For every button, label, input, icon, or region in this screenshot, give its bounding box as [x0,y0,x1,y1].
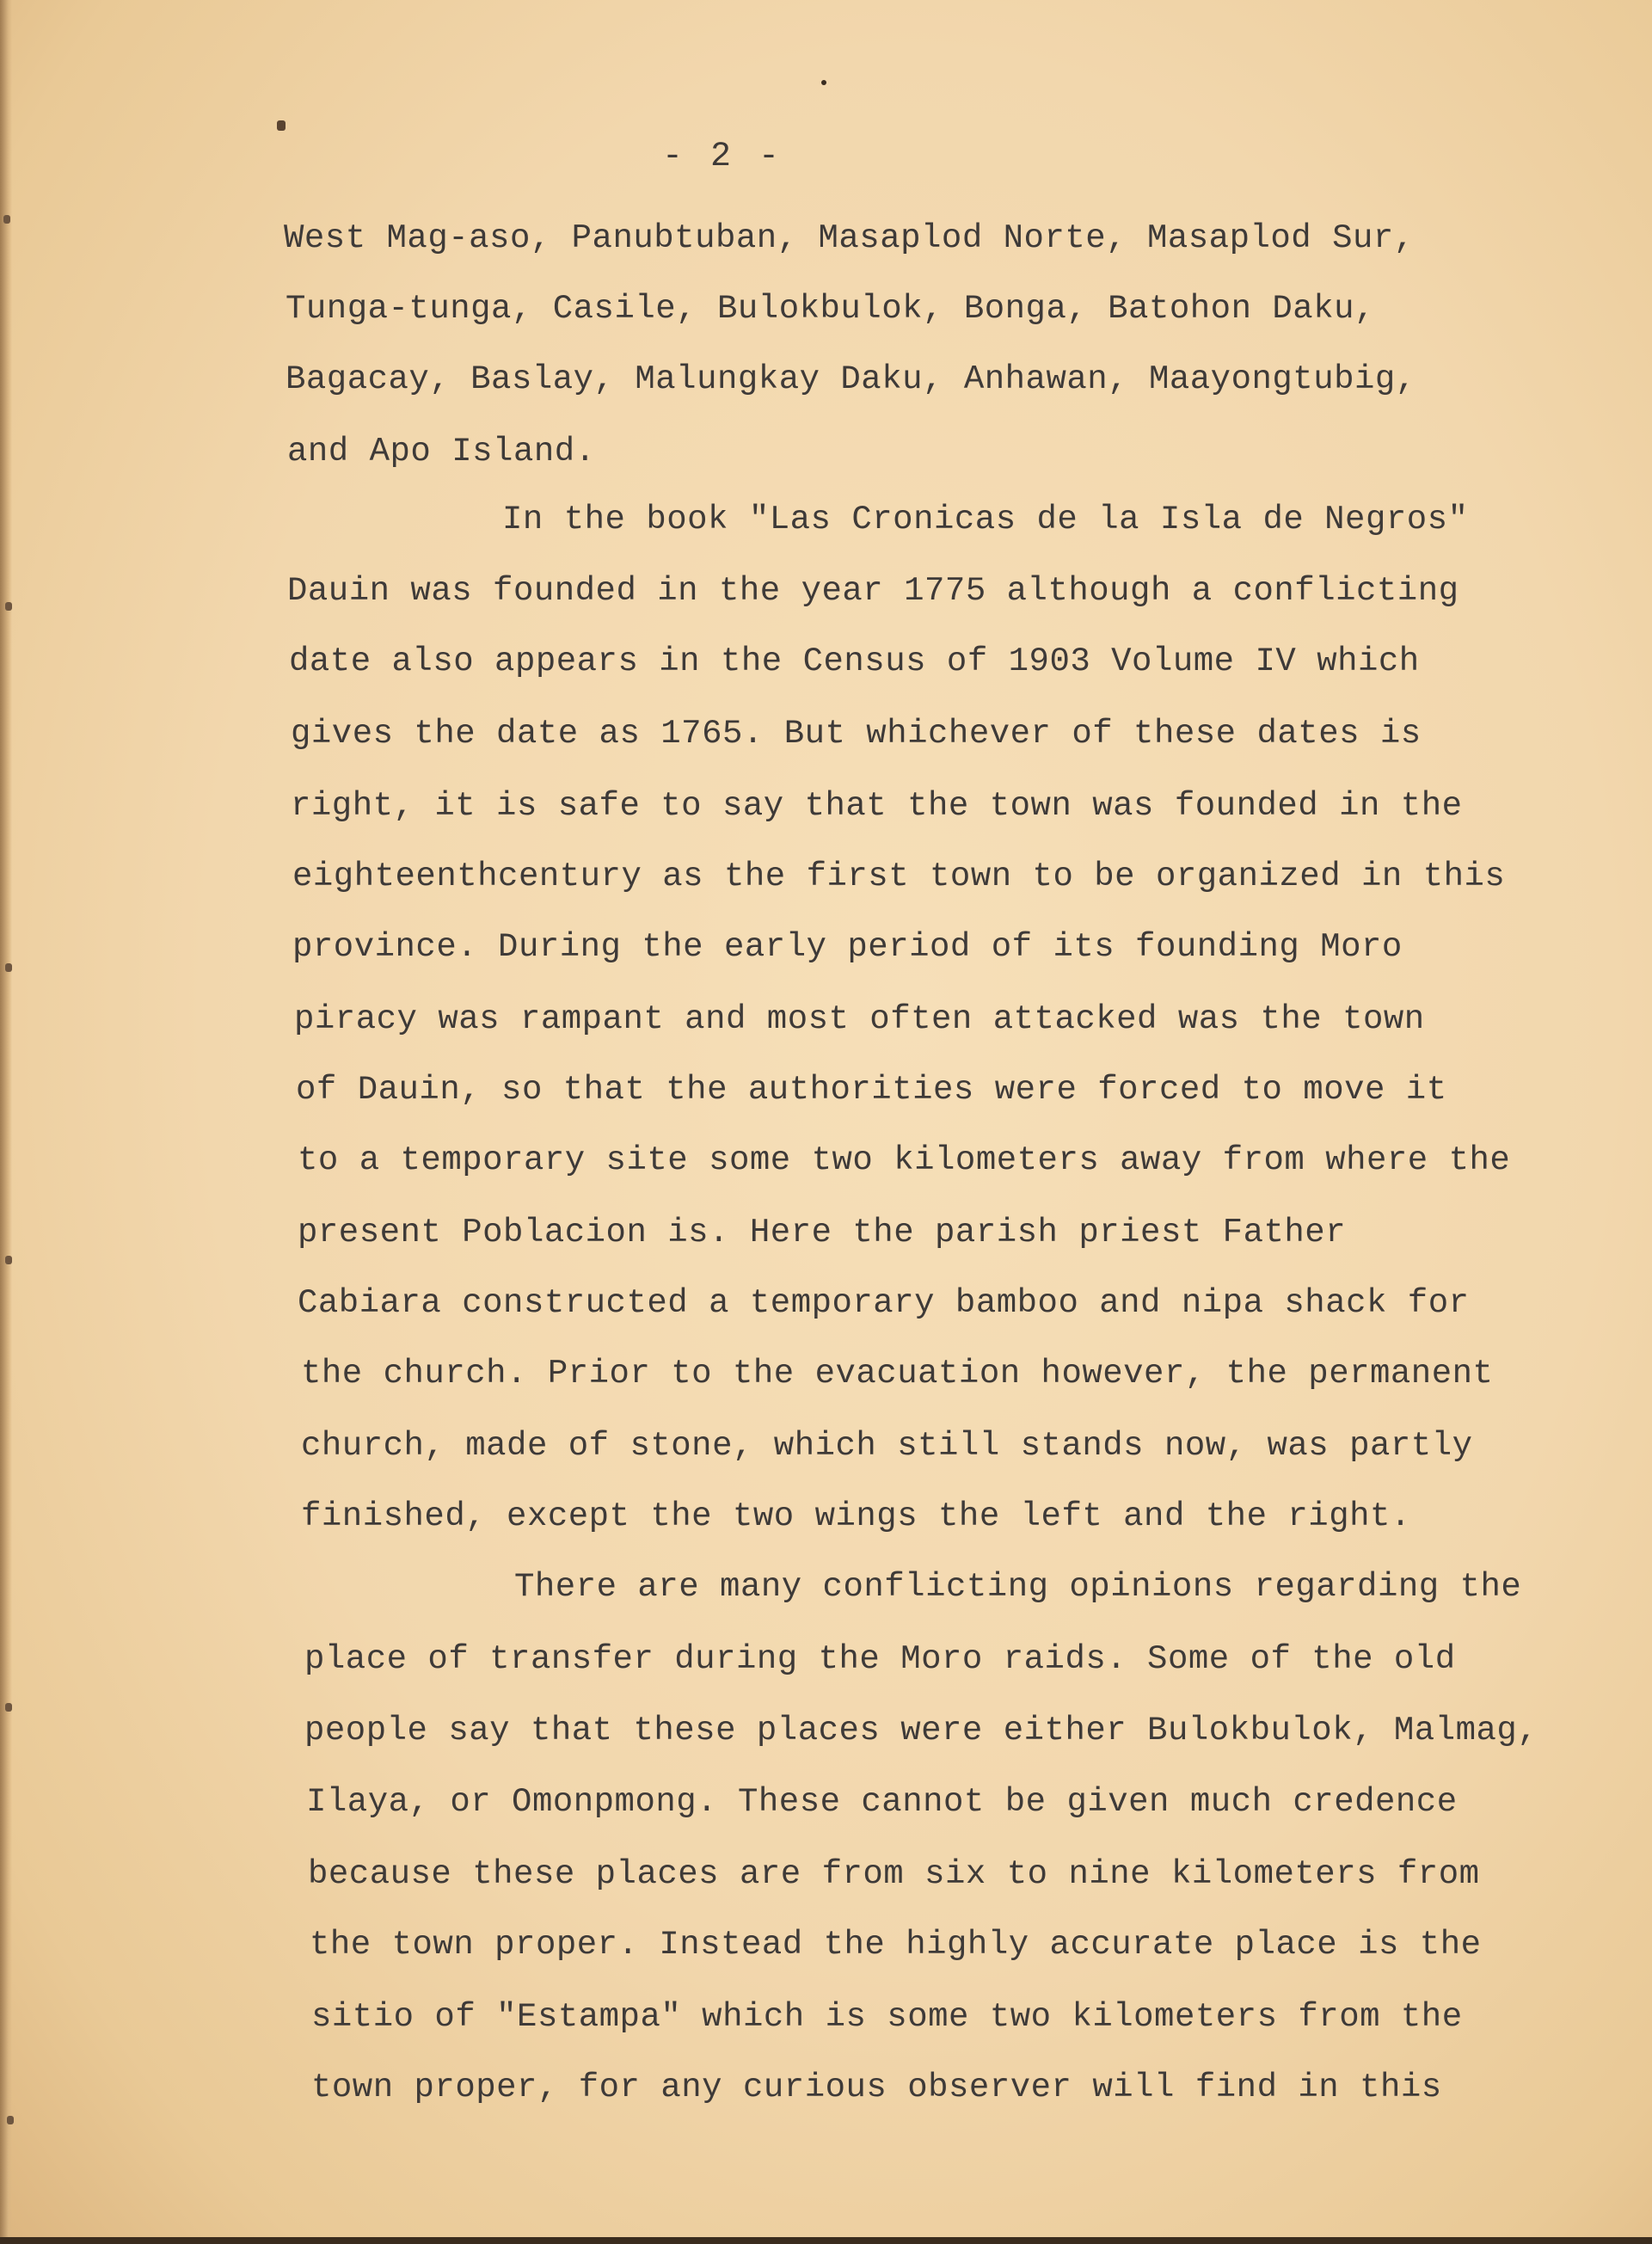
text-line: Cabiara constructed a temporary bamboo and nipa shack for [298,1284,1470,1322]
text-line: people say that these places were either Bulokbulok, Malmag, [304,1712,1538,1749]
text-line: place of transfer during the Moro raids. Some of the old [304,1640,1456,1678]
text-line: the town proper. Instead the highly accurate place is the [310,1926,1482,1964]
text-line: There are many conflicting opinions regarding the [514,1568,1522,1606]
text-line: Dauin was founded in the year 1775 although a conflicting [287,572,1459,610]
punch-mark [5,1703,12,1712]
text-line: Ilaya, or Omonpmong. These cannot be given much credence [306,1783,1458,1821]
page-number: - 2 - [662,138,783,176]
punch-mark [5,602,12,611]
text-line: to a temporary site some two kilometers away from where the [298,1141,1511,1179]
text-line: sitio of "Estampa" which is some two kilometers from the [311,1998,1463,2036]
text-line: eighteenthcentury as the first town to be organized in this [292,858,1506,895]
text-line: because these places are from six to nine kilometers from [308,1855,1480,1893]
punch-mark [5,963,12,972]
text-line: present Poblacion is. Here the parish priest Father [298,1214,1347,1251]
text-line: Bagacay, Baslay, Malungkay Daku, Anhawan, Maayongtubig, [286,360,1416,398]
text-line: date also appears in the Census of 1903 Volume IV which [289,642,1420,680]
text-line: finished, except the two wings the left and the right. [301,1497,1411,1535]
text-line: right, it is safe to say that the town was founded in the [291,787,1463,825]
page-left-edge [0,0,12,2244]
punch-mark [7,2116,14,2124]
punch-mark [5,1256,12,1264]
text-line: province. During the early period of its founding Moro [292,928,1403,966]
text-line: In the book "Las Cronicas de la Isla de Negros" [502,501,1469,538]
text-line: West Mag-aso, Panubtuban, Masaplod Norte, Masaplod Sur, [284,219,1415,257]
text-line: gives the date as 1765. But whichever of these dates is [291,715,1422,753]
ink-spot [277,120,286,131]
text-line: piracy was rampant and most often attacked was the town [294,1000,1425,1038]
punch-mark [3,215,10,224]
page-bottom-edge [0,2237,1652,2244]
text-line: and Apo Island. [287,433,596,470]
text-line: the church. Prior to the evacuation however, the permanent [301,1355,1494,1393]
ink-spot [821,80,826,85]
text-line: church, made of stone, which still stands now, was partly [301,1427,1473,1465]
text-line: town proper, for any curious observer will find in this [311,2069,1442,2106]
text-line: Tunga-tunga, Casile, Bulokbulok, Bonga, Batohon Daku, [286,290,1375,328]
text-line: of Dauin, so that the authorities were forced to move it [296,1071,1447,1109]
